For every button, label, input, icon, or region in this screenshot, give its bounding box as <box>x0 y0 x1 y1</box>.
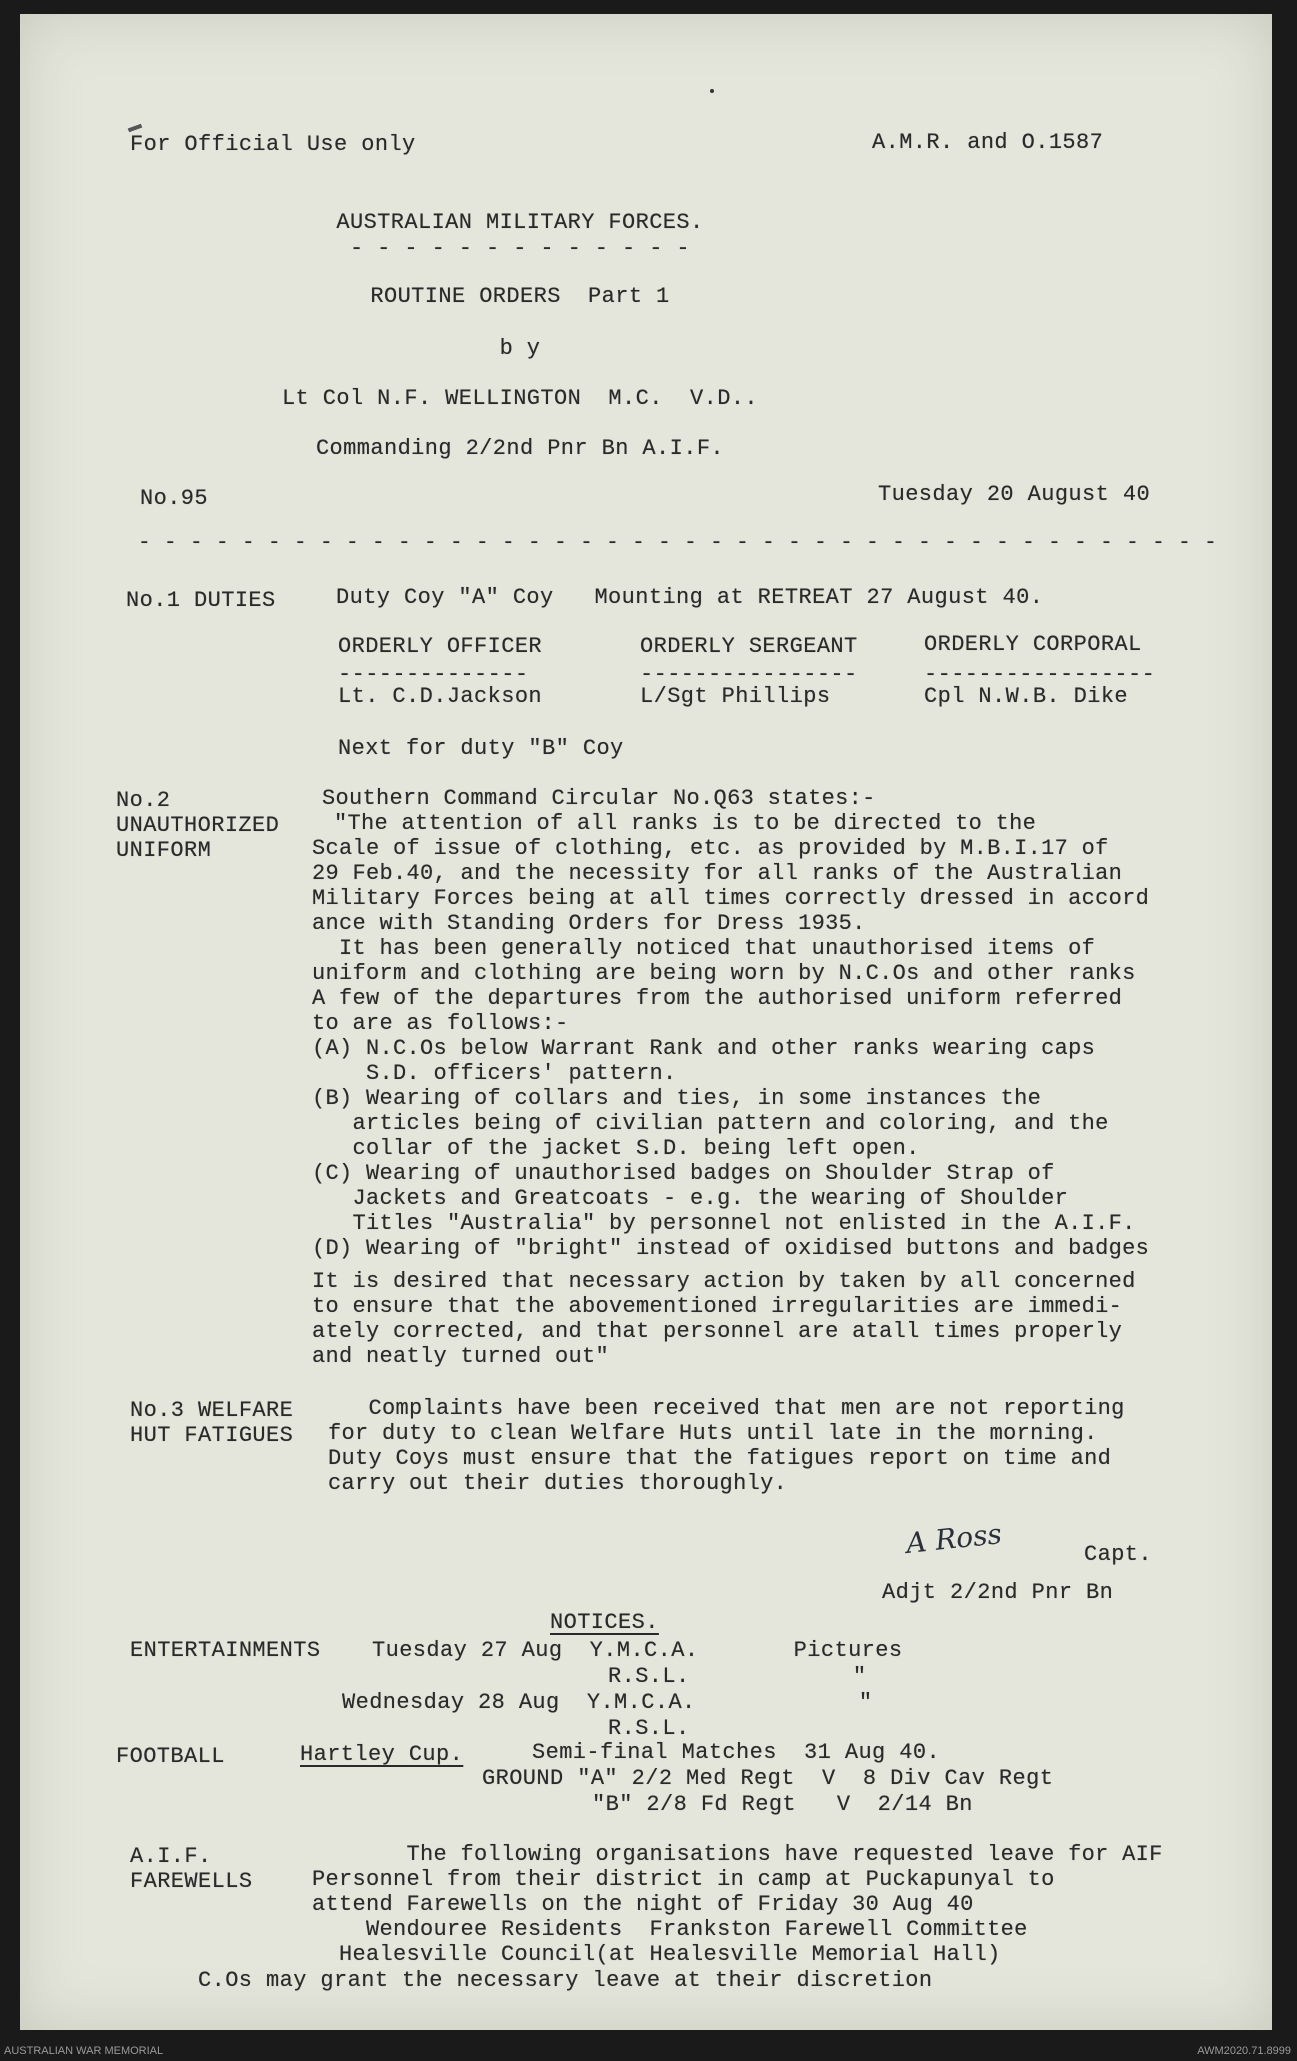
closing-line: C.Os may grant the necessary leave at their discretion <box>198 1968 933 1993</box>
ground-a: GROUND "A" 2/2 Med Regt V 8 Div Cav Regt <box>482 1766 1054 1791</box>
welfare-heading-line2: HUT FATIGUES <box>130 1423 294 1448</box>
paragraph-line: Wendouree Residents Frankston Farewell Committee <box>312 1917 1028 1942</box>
paragraph-line: A few of the departures from the authorised uniform referred <box>312 986 1123 1011</box>
paragraph-line: attend Farewells on the night of Friday 30 Aug 40 <box>312 1892 974 1917</box>
paragraph-line: Duty Coys must ensure that the fatigues report on time and <box>328 1446 1112 1471</box>
paragraph-line: and neatly turned out" <box>312 1344 610 1369</box>
aif-label-line2: FAREWELLS <box>130 1869 253 1894</box>
order-number: No.95 <box>140 486 209 511</box>
orderly-corporal-label: ORDERLY CORPORAL <box>924 632 1142 657</box>
sergeant-rule: ---------------- <box>640 662 858 687</box>
next-for-duty: Next for duty "B" Coy <box>338 736 624 761</box>
aif-body <box>312 1842 1163 1967</box>
paragraph-line: S.D. officers' pattern. <box>312 1061 677 1086</box>
pen-mark <box>128 124 143 133</box>
paragraph-line: collar of the jacket S.D. being left open. <box>312 1136 920 1161</box>
paragraph-line: Titles "Australia" by personnel not enlisted in the A.I.F. <box>312 1211 1136 1236</box>
paragraph-line: (A) N.C.Os below Warrant Rank and other ranks wearing caps <box>312 1036 1096 1061</box>
paragraph-line: Military Forces being at all times correctly dressed in accord <box>312 886 1150 911</box>
notices-heading: NOTICES. <box>550 1610 659 1635</box>
aif-label-line1: A.I.F. <box>130 1844 212 1869</box>
paragraph-line: Complaints have been received that men are not reporting <box>328 1396 1125 1421</box>
ground-b: "B" 2/8 Fd Regt V 2/14 Bn <box>592 1792 973 1817</box>
uniform-body <box>312 786 1149 1369</box>
paragraph-line: The following organisations have requested leave for AIF <box>312 1842 1163 1867</box>
paragraph-line: 29 Feb.40, and the necessity for all ranks of the Australian <box>312 861 1123 886</box>
document-subtitle: ROUTINE ORDERS Part 1 <box>370 284 670 309</box>
paragraph-line: Personnel from their district in camp at Puckapunyal to <box>312 1867 1055 1892</box>
officer-rule: -------------- <box>338 662 529 687</box>
uniform-heading-title: UNAUTHORIZED <box>116 813 280 838</box>
paragraph-line: Scale of issue of clothing, etc. as provided by M.B.I.17 of <box>312 836 1109 861</box>
orderly-officer-label: ORDERLY OFFICER <box>338 634 543 659</box>
paragraph-line: carry out their duties thoroughly. <box>328 1471 788 1496</box>
order-date: Tuesday 20 August 40 <box>878 482 1151 507</box>
paragraph-line: (D) Wearing of "bright" instead of oxidised buttons and badges <box>312 1236 1150 1261</box>
paragraph-line: Healesville Council(at Healesville Memorial Hall) <box>312 1942 1001 1967</box>
entertainments-row-2: R.S.L. " <box>608 1664 867 1689</box>
paragraph-line: (B) Wearing of collars and ties, in some instances the <box>312 1086 1042 1111</box>
paragraph-line: to are as follows:- <box>312 1011 569 1036</box>
commanding-unit: Commanding 2/2nd Pnr Bn A.I.F. <box>315 436 725 461</box>
punch-mark <box>710 89 714 93</box>
hartley-cup: Hartley Cup. <box>300 1742 464 1767</box>
welfare-body <box>328 1396 1125 1496</box>
signature: A Ross <box>904 1517 1004 1560</box>
uniform-heading-number: No.2 <box>116 788 171 813</box>
duties-heading: No.1 DUTIES <box>126 588 276 613</box>
paragraph-line: for duty to clean Welfare Huts until late in the morning. <box>328 1421 1098 1446</box>
duties-line: Duty Coy "A" Coy Mounting at RETREAT 27 August 40. <box>336 585 1044 610</box>
paragraph-line: It is desired that necessary action by taken by all concerned <box>312 1269 1136 1294</box>
welfare-heading-line1: No.3 WELFARE <box>130 1398 294 1423</box>
commander-name: Lt Col N.F. WELLINGTON M.C. V.D.. <box>281 386 759 411</box>
entertainments-row-1: Tuesday 27 Aug Y.M.C.A. Pictures <box>372 1638 903 1663</box>
orderly-sergeant-label: ORDERLY SERGEANT <box>640 634 858 659</box>
entertainments-row-3: Wednesday 28 Aug Y.M.C.A. " <box>342 1690 873 1715</box>
entertainments-row-4: R.S.L. <box>608 1716 690 1741</box>
header-divider: - - - - - - - - - - - - - - - - - - - - - - - - - - - - - - - - - - - - - - - - - - <box>138 532 1218 555</box>
paragraph-line: uniform and clothing are being worn by N.C.Os and other ranks <box>312 961 1136 986</box>
signature-rank: Capt. <box>1084 1542 1153 1567</box>
document-title: AUSTRALIAN MILITARY FORCES. <box>336 210 704 235</box>
orderly-sergeant-name: L/Sgt Phillips <box>640 684 831 709</box>
footer-archive-name: AUSTRALIAN WAR MEMORIAL <box>4 2045 164 2057</box>
football-label: FOOTBALL <box>116 1744 225 1769</box>
uniform-heading-subtitle: UNIFORM <box>116 838 212 863</box>
paragraph-line: "The attention of all ranks is to be directed to the <box>334 811 1037 836</box>
signature-title: Adjt 2/2nd Pnr Bn <box>882 1580 1114 1605</box>
official-use-label: For Official Use only <box>130 132 416 157</box>
paragraph-line: Southern Command Circular No.Q63 states:- <box>322 786 876 811</box>
paragraph-line: to ensure that the abovementioned irregularities are immedi- <box>312 1294 1123 1319</box>
paragraph-line: (C) Wearing of unauthorised badges on Shoulder Strap of <box>312 1161 1055 1186</box>
by-label: b y <box>499 336 541 361</box>
paragraph-line: ance with Standing Orders for Dress 1935. <box>312 911 866 936</box>
corporal-rule: ----------------- <box>924 662 1156 687</box>
orderly-corporal-name: Cpl N.W.B. Dike <box>924 684 1129 709</box>
footer-catalogue-id: AWM2020.71.8999 <box>1197 2045 1291 2057</box>
semi-final-matches: Semi-final Matches 31 Aug 40. <box>532 1740 941 1765</box>
reference-number: A.M.R. and O.1587 <box>872 130 1104 155</box>
paragraph-line: It has been generally noticed that unauthorised items of <box>312 936 1096 961</box>
document-page <box>20 14 1272 2030</box>
orderly-officer-name: Lt. C.D.Jackson <box>338 684 543 709</box>
entertainments-label: ENTERTAINMENTS <box>130 1638 321 1663</box>
paragraph-line: ately corrected, and that personnel are atall times properly <box>312 1319 1123 1344</box>
paragraph-line: Jackets and Greatcoats - e.g. the wearing of Shoulder <box>312 1186 1069 1211</box>
paragraph-line: articles being of civilian pattern and coloring, and the <box>312 1111 1109 1136</box>
title-rule: - - - - - - - - - - - - - <box>349 236 691 261</box>
